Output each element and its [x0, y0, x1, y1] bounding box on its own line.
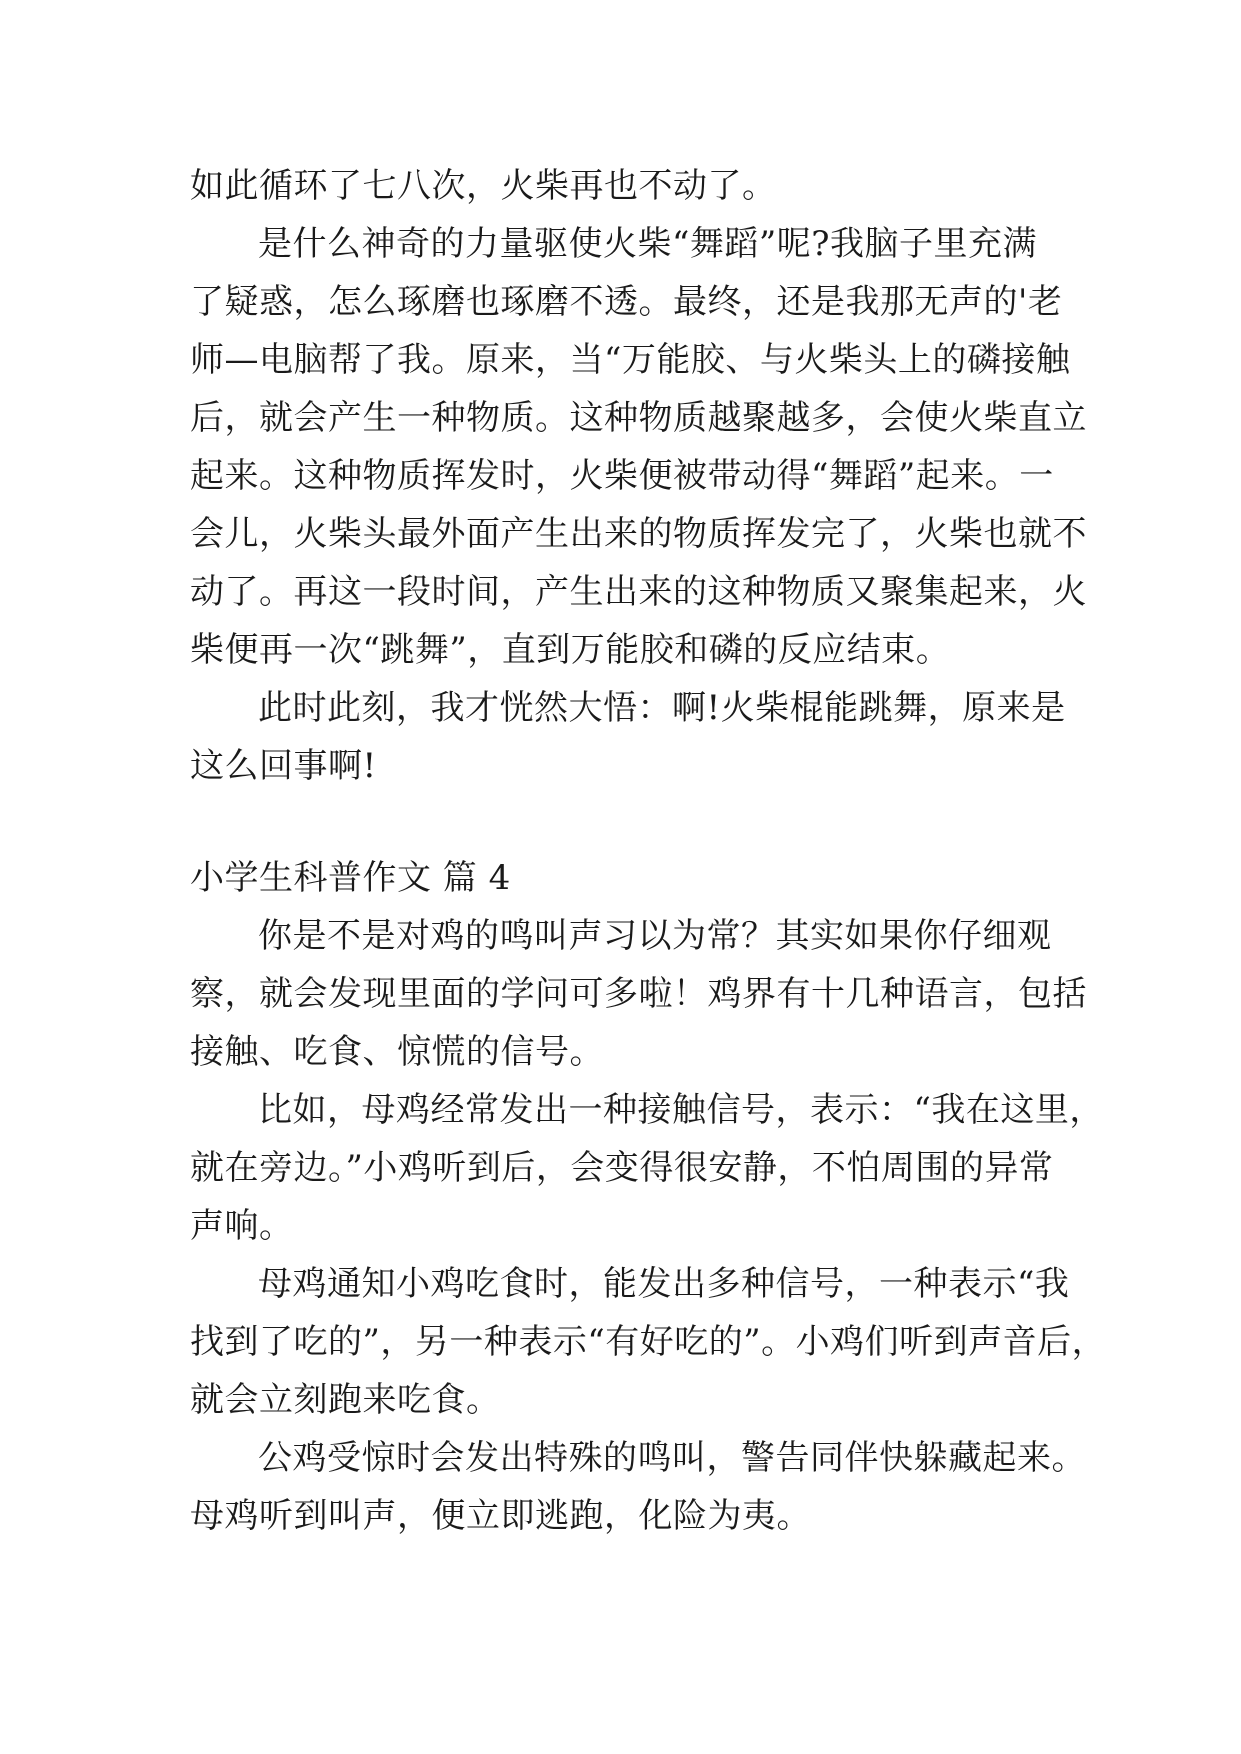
text-line: 会儿，火柴头最外面产生出来的物质挥发完了，火柴也就不: [190, 514, 1087, 554]
text-line: 察，就会发现里面的学问可多啦！鸡界有十几种语言，包括: [190, 974, 1087, 1014]
text-line: 柴便再一次“跳舞”，直到万能胶和磷的反应结束。: [190, 630, 951, 670]
text-line: 就会立刻跑来吃食。: [190, 1380, 501, 1420]
text-line: 师—电脑帮了我。原来，当“万能胶、与火柴头上的磷接触: [190, 340, 1071, 380]
text-line: 找到了吃的”，另一种表示“有好吃的”。小鸡们听到声音后，: [190, 1322, 1107, 1362]
section-heading: 小学生科普作文 篇 4: [190, 858, 511, 898]
text-line: 了疑惑，怎么琢磨也琢磨不透。最终，还是我那无声的'老: [190, 282, 1063, 322]
text-line: 母鸡听到叫声，便立即逃跑，化险为夷。: [190, 1496, 811, 1536]
text-line: 接触、吃食、惊慌的信号。: [190, 1032, 604, 1072]
paragraph-start: 此时此刻，我才恍然大悟：啊!火柴棍能跳舞，原来是: [258, 688, 1066, 728]
text-line: 如此循环了七八次，火柴再也不动了。: [190, 166, 777, 206]
text-line: 这么回事啊!: [190, 746, 377, 786]
text-line: 就在旁边。”小鸡听到后，会变得很安静，不怕周围的异常: [190, 1148, 1054, 1188]
text-line: 动了。再这一段时间，产生出来的这种物质又聚集起来，火: [190, 572, 1087, 612]
paragraph-start: 比如，母鸡经常发出一种接触信号，表示：“我在这里，: [258, 1090, 1104, 1130]
paragraph-start: 公鸡受惊时会发出特殊的鸣叫，警告同伴快躲藏起来。: [258, 1438, 1086, 1478]
paragraph-start: 母鸡通知小鸡吃食时，能发出多种信号，一种表示“我: [258, 1264, 1070, 1304]
text-line: 声响。: [190, 1206, 294, 1246]
paragraph-start: 是什么神奇的力量驱使火柴“舞蹈”呢?我脑子里充满: [258, 224, 1037, 264]
text-line: 后，就会产生一种物质。这种物质越聚越多，会使火柴直立: [190, 398, 1087, 438]
paragraph-start: 你是不是对鸡的鸣叫声习以为常？其实如果你仔细观: [258, 916, 1052, 956]
text-line: 起来。这种物质挥发时，火柴便被带动得“舞蹈”起来。一: [190, 456, 1054, 496]
